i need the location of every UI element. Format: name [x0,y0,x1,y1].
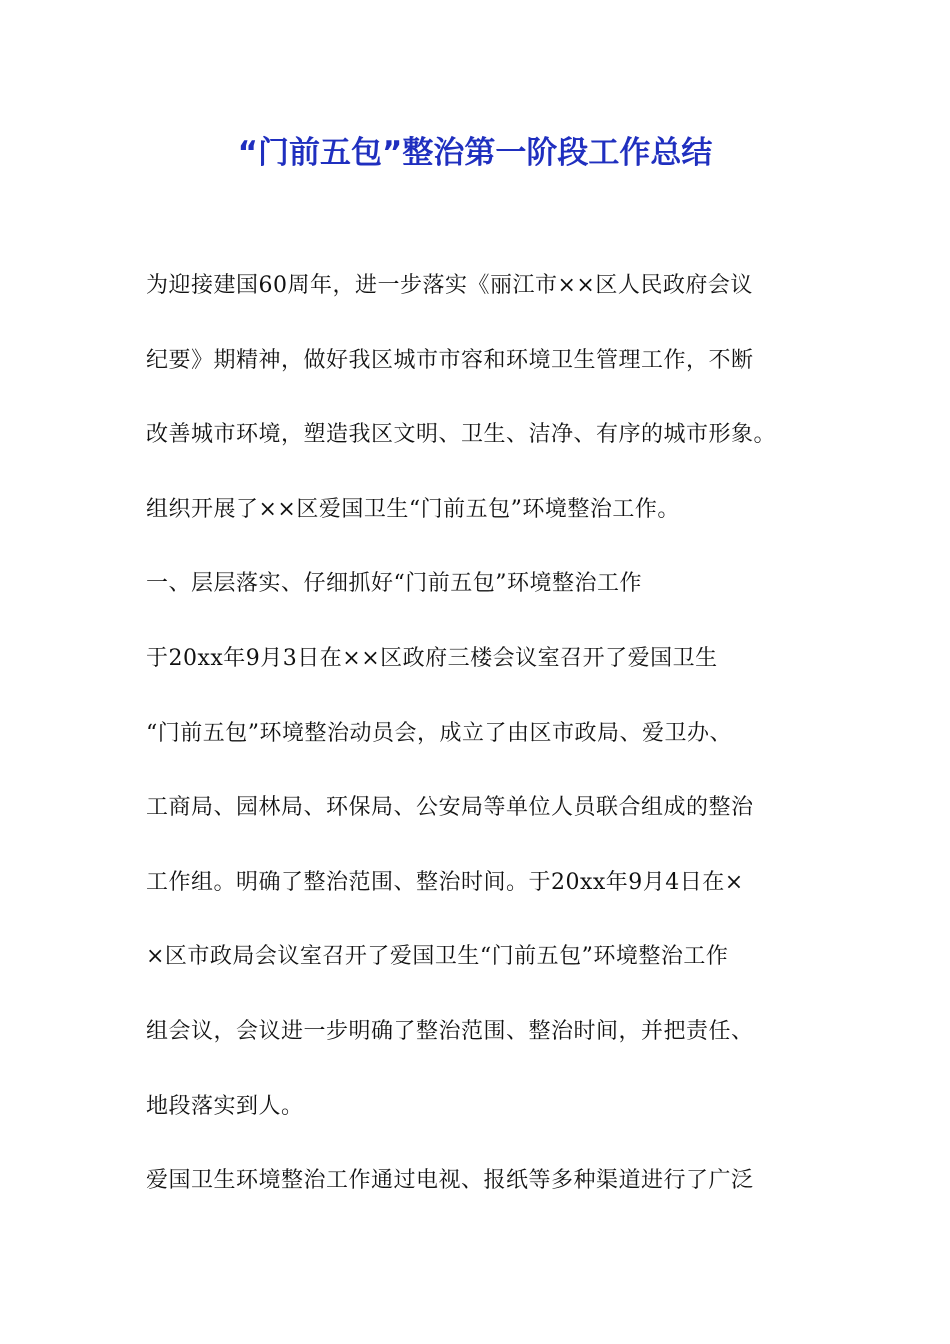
body-line: “门前五包”环境整治动员会，成立了由区市政局、爱卫办、 [146,720,732,746]
body-line: 组会议，会议进一步明确了整治范围、整治时间，并把责任、 [146,1018,754,1044]
body-line: 改善城市环境，塑造我区文明、卫生、洁净、有序的城市形象。 [146,422,777,448]
body-line: 于20xx年9月3日在××区政府三楼会议室召开了爱国卫生 [146,645,718,671]
section-heading: 一、层层落实、仔细抓好“门前五包”环境整治工作 [146,571,642,597]
document-body [146,266,816,1236]
document-title: “门前五包”整治第一阶段工作总结 [237,135,713,171]
body-line: 地段落实到人。 [146,1093,304,1119]
body-line: 工商局、园林局、环保局、公安局等单位人员联合组成的整治 [146,795,754,821]
body-line: 组织开展了××区爱国卫生“门前五包”环境整治工作。 [146,496,680,522]
body-line: 爱国卫生环境整治工作通过电视、报纸等多种渠道进行了广泛 [146,1168,754,1194]
body-line: ×区市政局会议室召开了爱国卫生“门前五包”环境整治工作 [146,944,729,970]
body-line: 纪要》期精神，做好我区城市市容和环境卫生管理工作，不断 [146,347,754,373]
body-line: 为迎接建国60周年，进一步落实《丽江市××区人民政府会议 [146,273,753,298]
body-line: 工作组。明确了整治范围、整治时间。于20xx年9月4日在× [146,869,744,895]
